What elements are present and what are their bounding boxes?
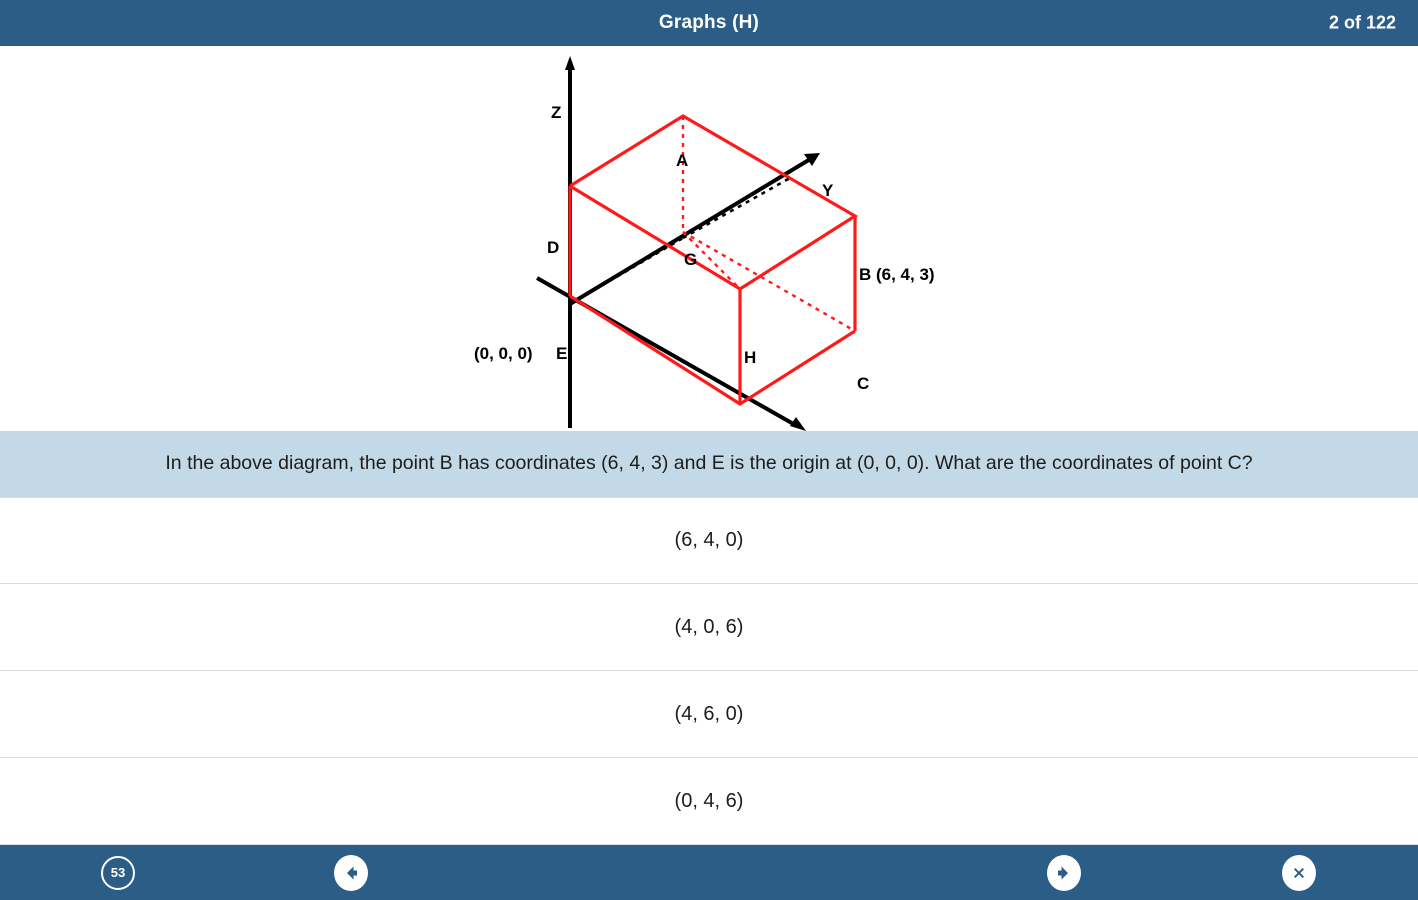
arrow-left-icon	[334, 855, 368, 891]
z-axis-arrow	[565, 56, 575, 70]
option-1[interactable]	[0, 497, 1418, 584]
vertex-label-h: H	[744, 348, 757, 367]
arrow-right-icon	[1047, 855, 1081, 891]
options-list	[0, 497, 1418, 900]
vertex-label-g: G	[684, 250, 698, 269]
close-icon	[1282, 855, 1316, 891]
cuboid-top-face	[570, 116, 855, 289]
guide-e-g	[570, 238, 683, 304]
next-button[interactable]	[1047, 856, 1081, 890]
top-bar	[0, 0, 1418, 46]
close-button[interactable]	[1282, 856, 1316, 890]
option-3-label: (4, 6, 0)	[674, 702, 744, 725]
score-circle-icon	[101, 856, 135, 890]
vertex-label-d: D	[547, 238, 560, 257]
score-label: 53	[110, 865, 126, 880]
vertex-label-e: E	[556, 344, 568, 363]
guide-g-y	[683, 178, 790, 238]
diagram-area	[0, 46, 1418, 431]
edge-g-c-hidden	[683, 232, 855, 331]
score-button[interactable]	[101, 856, 135, 890]
option-2-label: (4, 0, 6)	[674, 615, 744, 638]
axis-label-y: Y	[822, 181, 834, 200]
cuboid-diagram	[0, 46, 1418, 431]
page-title: Graphs (H)	[658, 12, 760, 33]
option-4[interactable]	[0, 758, 1418, 845]
option-1-label: (6, 4, 0)	[674, 529, 744, 552]
vertex-label-a: A	[676, 151, 689, 170]
bottom-bar	[0, 845, 1418, 900]
vertex-label-e-origin: (0, 0, 0)	[474, 344, 533, 363]
cuboid-bottom-front	[570, 296, 855, 404]
y-axis	[570, 158, 812, 304]
axis-label-z: Z	[551, 103, 562, 122]
vertex-label-b: B (6, 4, 3)	[859, 265, 935, 284]
option-3[interactable]	[0, 671, 1418, 758]
question-counter: 2 of 122	[1328, 12, 1396, 33]
x-axis-arrow	[790, 417, 806, 431]
option-4-label: (0, 4, 6)	[674, 789, 744, 812]
question-text: In the above diagram, the point B has coordinates (6, 4, 3) and E is the origin at (0, 0, 0). What are the coordinates of point C?	[0, 431, 1418, 497]
option-2[interactable]	[0, 584, 1418, 671]
previous-button[interactable]	[334, 856, 368, 890]
vertex-label-c: C	[857, 374, 870, 393]
